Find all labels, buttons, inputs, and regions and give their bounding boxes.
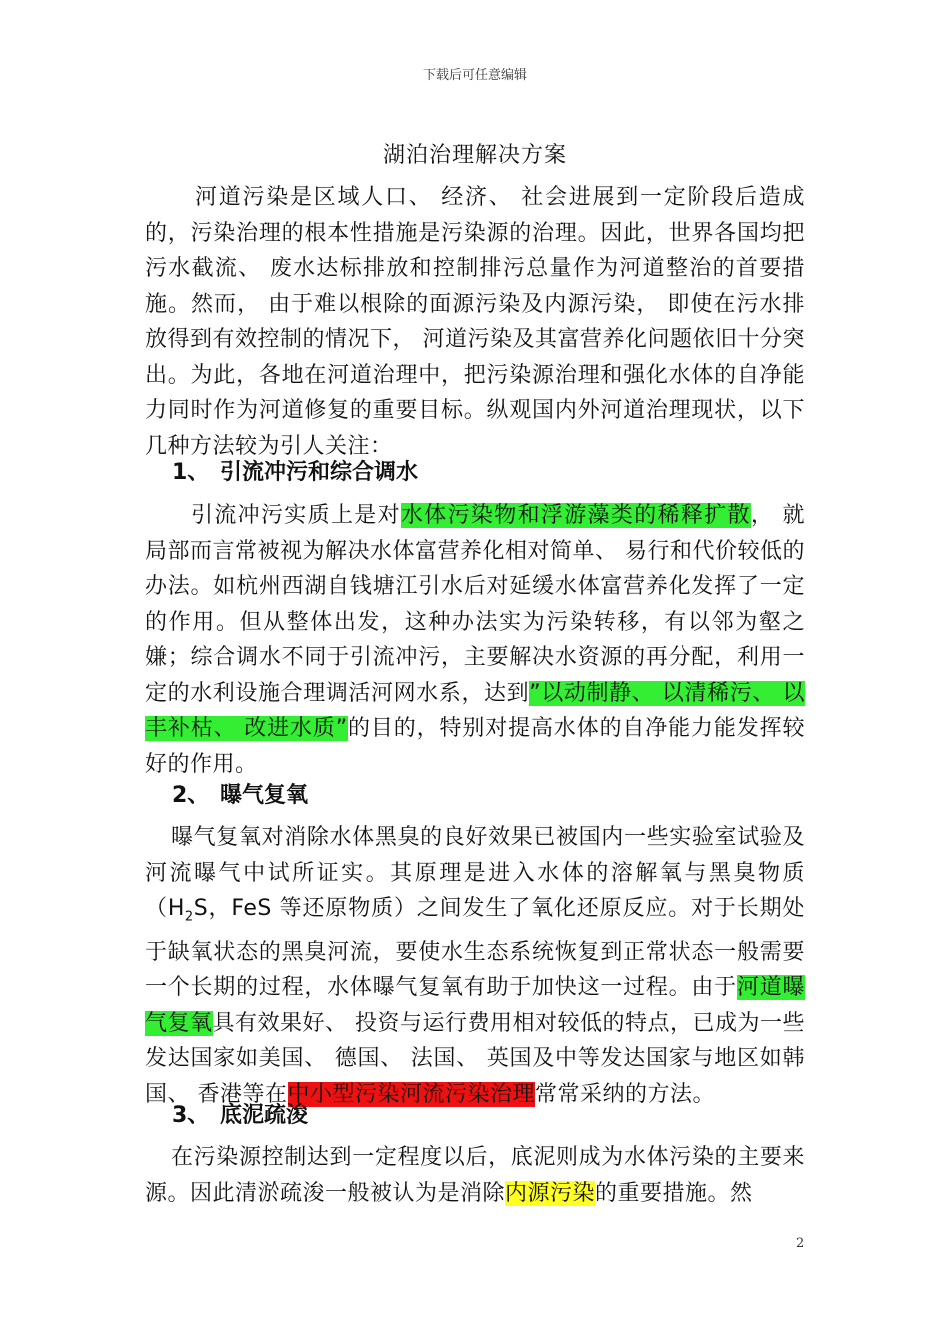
highlight-water-quality-slogan: ”以动制静、 以清稀污、 以丰补枯、 改进水质” bbox=[145, 680, 805, 741]
section-2-text-1b: S，FeS 等还原物质）之间发生了氧化还原反应。对于长期处于缺氧状态的黑臭河流，要使水生态系统恢复到正常状态一般需要一个长期的过程，水体曝气复氧有助于加快这一过程。由于 bbox=[145, 896, 805, 1001]
section-3-number: 3、 bbox=[172, 1103, 210, 1128]
section-2-text-3: 常常采纳的方法。 bbox=[535, 1081, 716, 1107]
section-1-title: 引流冲污和综合调水 bbox=[220, 460, 419, 485]
section-3-heading bbox=[172, 1098, 308, 1129]
section-1-text-3: 的目的，特别对提高水体的自净能力能发挥较好的作用。 bbox=[145, 716, 805, 777]
section-3-text-2: 的重要措施。然 bbox=[595, 1180, 753, 1206]
subscript-2: 2 bbox=[184, 909, 194, 925]
section-2-title: 曝气复氧 bbox=[220, 783, 309, 808]
highlight-dilution: 水体污染物和浮游藻类的稀释扩散 bbox=[400, 503, 751, 528]
section-1-text-2: ， 就局部而言常被视为解决水体富营养化相对简单、 易行和代价较低的办法。如杭州西湖自钱塘江引水后对延缓水体富营养化发挥了一定的作用。但从整体出发，这种办法实为污染转移，有以邻为壑之嫌；综合调水不同于引流冲污，主要解决水资源的再分配，利用一定的水利设施合理调活河网水系，达到 bbox=[145, 503, 805, 706]
section-2-heading bbox=[172, 778, 308, 809]
section-3-paragraph bbox=[145, 1140, 805, 1211]
section-1-heading bbox=[172, 455, 418, 486]
highlight-aeration: 河道曝气复氧 bbox=[145, 975, 805, 1036]
intro-paragraph: 河道污染是区域人口、 经济、 社会进展到一定阶段后造成的，污染治理的根本性措施是污染源的治理。因此，世界各国均把污水截流、 废水达标排放和控制排污总量作为河道整治的首要措施。然而， 由于难以根除的面源污染及内源污染， 即使在污水排放得到有效控制的情况下， 河道污染及其富营养化问题依旧十分突出。为此，各地在河道治理中，把污染源治理和强化水体的自净能力同时作为河道修复的重要目标。纵观国内外河道治理现状，以下几种方法较为引人关注： bbox=[145, 185, 805, 459]
section-1-paragraph bbox=[145, 498, 805, 782]
section-2-number: 2、 bbox=[172, 783, 210, 808]
header-note: 下载后可任意编辑 bbox=[422, 68, 527, 83]
highlight-internal-pollution: 内源污染 bbox=[505, 1180, 596, 1206]
section-2-text-1: 曝气复氧对消除水体黑臭的良好效果已被国内一些实验室试验及河流曝气中试所证实。其原理是进入水体的溶解氧与黑臭物质（H bbox=[145, 825, 805, 921]
section-3-text-1: 在污染源控制达到一定程度以后，底泥则成为水体污染的主要来源。因此清淤疏浚一般被认为是消除 bbox=[145, 1145, 805, 1206]
page-number: 2 bbox=[796, 1236, 805, 1251]
document-title: 湖泊治理解决方案 bbox=[382, 143, 567, 168]
section-1-number: 1、 bbox=[172, 460, 210, 485]
section-2-paragraph bbox=[145, 820, 805, 1112]
highlight-small-river-treatment: 中小型污染河流污染治理 bbox=[287, 1081, 536, 1107]
section-3-title: 底泥疏浚 bbox=[220, 1103, 309, 1128]
section-1-text-1: 引流冲污实质上是对 bbox=[191, 503, 401, 528]
section-2-text-2: 具有效果好、 投资与运行费用相对较低的特点，已成为一些发达国家如美国、 德国、 法国、 英国及中等发达国家与地区如韩国、 香港等在 bbox=[145, 1010, 806, 1107]
